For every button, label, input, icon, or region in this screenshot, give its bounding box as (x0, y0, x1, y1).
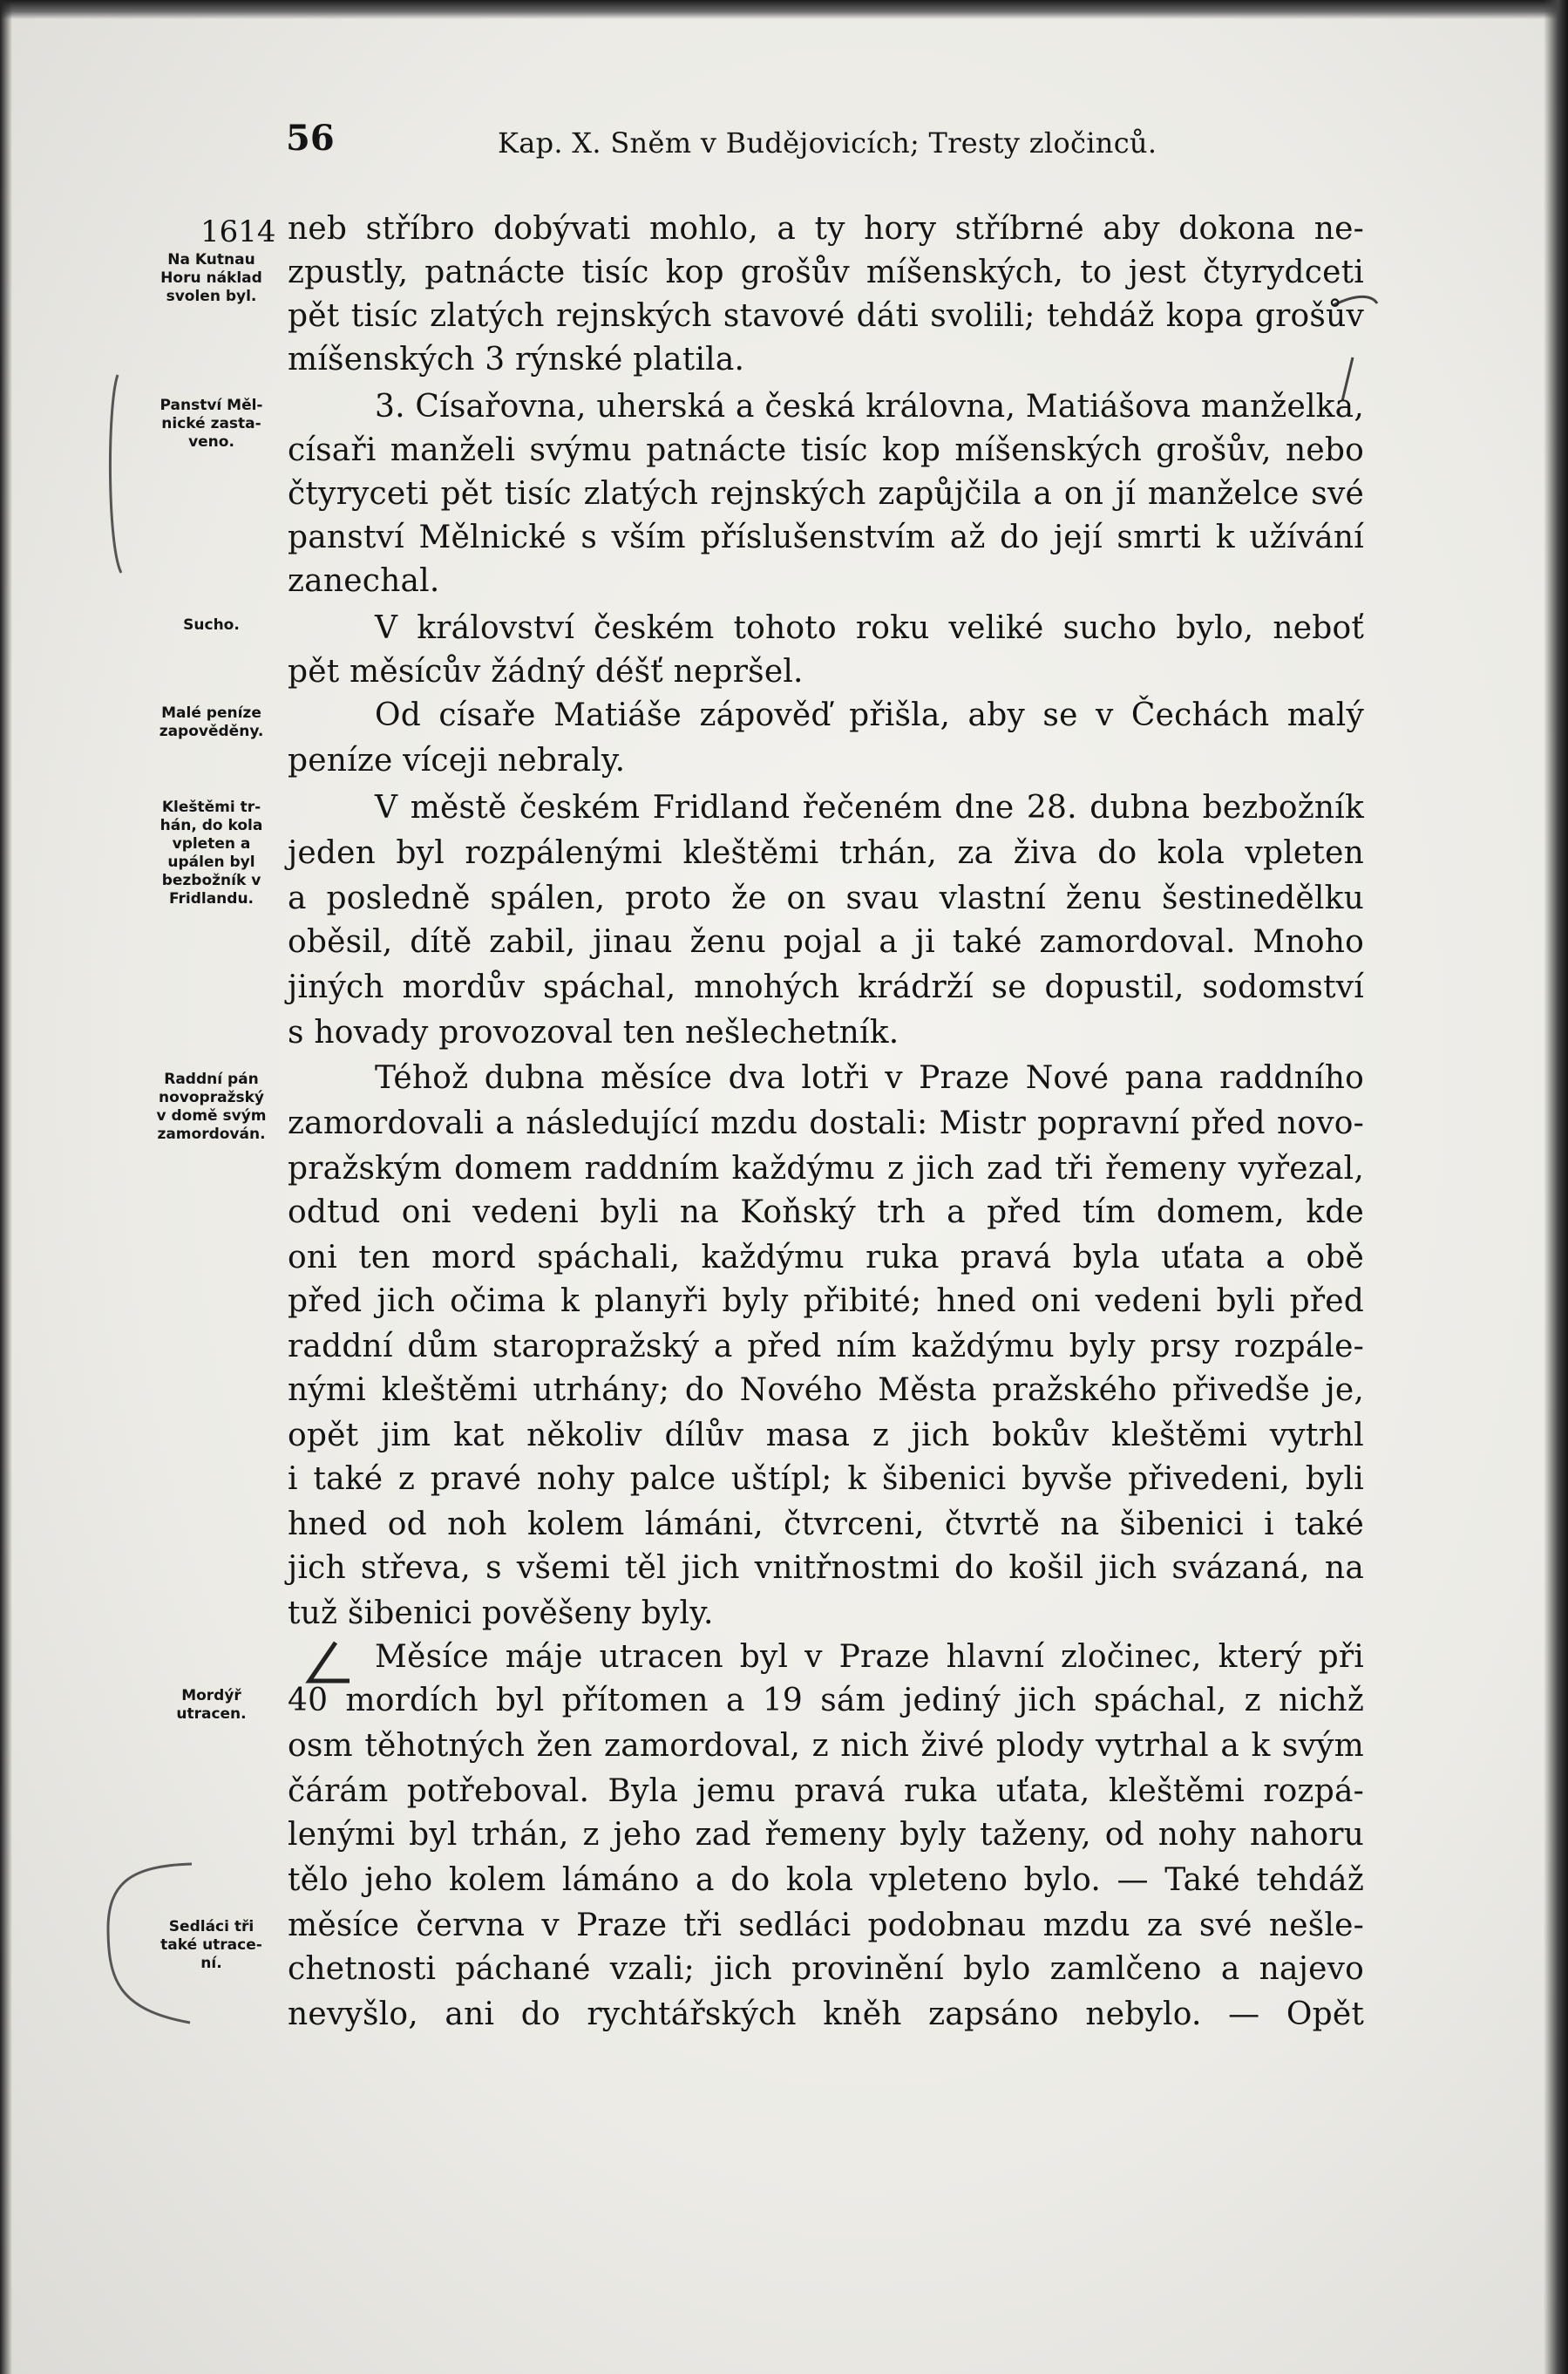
scan-edge-left (0, 0, 12, 2374)
text-line: V městě českém Fridland řečeném dne 28. dubna bezbožník (375, 790, 1364, 826)
running-title: Kap. X. Sněm v Budějovicích; Tresty zločinců. (498, 126, 1157, 160)
text-line: nými kleštěmi utrhány; do Nového Města pražského přivedše je, (288, 1372, 1364, 1408)
text-line: měsíce června v Praze tři sedláci podobnau mzdu za své nešle- (288, 1908, 1364, 1943)
text-line: odtud oni vedeni byli na Koňský trh a před tím domem, kde (288, 1194, 1364, 1230)
margin-note-mordyr (135, 1687, 288, 1724)
text-line: 3. Císařovna, uherská a česká královna, Matiášova manželka, (375, 389, 1364, 425)
text-line: čárám potřeboval. Byla jemu pravá ruka uťata, kleštěmi rozpá- (288, 1773, 1364, 1809)
text-line: jich střeva, s všemi těl jich vnitřnostmi do košil jich svázaná, na (288, 1550, 1364, 1586)
text-line: a posledně spálen, proto že on svau vlastní ženu šestinedělku (288, 881, 1364, 916)
pencil-bracket-icon (100, 371, 126, 580)
text-line: pět tisíc zlatých rejnských stavové dáti svolili; tehdáž kopa grošův (288, 298, 1364, 334)
text-line: jeden byl rozpálenými kleštěmi trhán, za živa do kola vpleten (288, 835, 1364, 871)
text-line: oběsil, dítě zabil, jinau ženu pojal a ji také zamordoval. Mnoho (288, 924, 1364, 960)
text-line: tuž šibenici pověšeny byly. (288, 1595, 714, 1631)
margin-note-line: také utrace- (160, 1936, 262, 1954)
margin-note-line: bezbožník v (161, 872, 261, 889)
text-line: oni ten mord spáchali, každýmu ruka pravá byla uťata a obě (288, 1240, 1364, 1275)
text-line: peníze víceji nebraly. (288, 743, 626, 779)
text-line: chetnosti páchané vzali; jich provinění bylo zamlčeno a najevo (288, 1951, 1364, 1987)
text-line: Od císaře Matiáše zápověď přišla, aby se v Čechách malý (375, 697, 1364, 733)
margin-note-penize (135, 704, 288, 741)
page-header (286, 118, 1367, 170)
margin-note-raddni-pan (135, 1071, 288, 1144)
text-line: osm těhotných žen zamordoval, z nich živé plody vytrhal a k svým (288, 1728, 1364, 1764)
margin-note-line: zamordován. (157, 1126, 266, 1143)
text-line: císaři manželi svýmu patnácte tisíc kop míšenských grošův, nebo (288, 432, 1364, 468)
margin-note-line: v domě svým (156, 1107, 267, 1125)
margin-note-fridland (135, 799, 288, 908)
text-line: hned od noh kolem lámáni, čtvrceni, čtvrtě na šibenici i také (288, 1507, 1364, 1542)
margin-note-sucho (135, 616, 288, 635)
margin-note-line: hán, do kola (160, 817, 263, 834)
text-line: míšenských 3 rýnské platila. (288, 342, 745, 378)
margin-note-kutna-hora (135, 251, 288, 306)
margin-note-line: Sucho. (183, 616, 240, 634)
margin-note-line: Kleštěmi tr- (161, 799, 261, 816)
text-line: neb stříbro dobývati mohlo, a ty hory stříbrné aby dokona ne- (288, 211, 1364, 247)
scan-edge-right (1544, 0, 1568, 2374)
margin-note-line: Mordýř (181, 1687, 241, 1704)
text-line: před jich očima k planyři byly přibité; hned oni vedeni byli před (288, 1283, 1364, 1319)
scan-edge-top (0, 0, 1568, 19)
text-line: zanechal. (288, 563, 440, 599)
text-line: tělo jeho kolem lámáno a do kola vpleteno bylo. — Také tehdáž (288, 1862, 1364, 1898)
text-line: Téhož dubna měsíce dva lotři v Praze Nové pana raddního (375, 1060, 1364, 1096)
pencil-bracket-icon (96, 1857, 200, 2031)
text-line: pražským domem raddním každýmu z jich zad tři řemeny vyřezal, (288, 1151, 1364, 1187)
margin-note-line: zapověděny. (159, 723, 264, 740)
page-number: 56 (286, 118, 335, 159)
margin-note-line: Raddní pán (164, 1071, 259, 1088)
text-line: raddní dům staropražský a před ním každýmu byly prsy rozpále- (288, 1329, 1364, 1364)
margin-year: 1614 (200, 214, 276, 249)
margin-note-line: Panství Měl- (160, 397, 263, 414)
text-line: zpustly, patnácte tisíc kop grošův míšenských, to jest čtyrydceti (288, 255, 1364, 290)
margin-note-line: Fridlandu. (168, 890, 255, 908)
text-line: zamordovali a následující mzdu dostali: Mistr popravní před novo- (288, 1105, 1364, 1141)
text-line: panství Mělnické s vším příslušenstvím až do její smrti k užívání (288, 520, 1364, 555)
margin-note-line: vpleten a (172, 835, 251, 853)
margin-note-line: veno. (188, 433, 234, 451)
text-line: 40 mordích byl přítomen a 19 sám jediný jich spáchal, z nichž (288, 1683, 1364, 1718)
text-line: s hovady provozoval ten nešlechetník. (288, 1015, 899, 1051)
margin-note-line: nické zasta- (161, 415, 261, 432)
margin-note-line: ní. (200, 1955, 222, 1972)
margin-note-line: svolen byl. (166, 288, 257, 305)
text-line: i také z pravé nohy palce uštípl; k šibenici byvše přivedeni, byli (288, 1461, 1364, 1497)
margin-note-line: novopražský (159, 1089, 264, 1106)
margin-note-melnik (135, 397, 288, 452)
text-line: V království českém tohoto roku veliké sucho bylo, neboť (375, 610, 1364, 646)
text-line: čtyryceti pět tisíc zlatých rejnských zapůjčila a on jí manželce své (288, 476, 1364, 512)
text-line: Měsíce máje utracen byl v Praze hlavní zločinec, který při (375, 1639, 1364, 1675)
text-line: lenými byl trhán, z jeho zad řemeny byly taženy, od nohy nahoru (288, 1817, 1364, 1853)
text-line: pět měsícův žádný déšť nepršel. (288, 654, 804, 690)
text-line: jiných mordův spáchal, mnohých krádrží se dopustil, sodomství (288, 969, 1364, 1005)
text-line: opět jim kat několiv dílův masa z jich bokův kleštěmi vytrhl (288, 1418, 1364, 1453)
text-line: nevyšlo, ani do rychtářských kněh zapsáno nebylo. — Opět (288, 1996, 1364, 2032)
margin-note-line: Na Kutnau (167, 251, 255, 269)
margin-note-line: utracen. (176, 1705, 247, 1723)
margin-note-line: upálen byl (167, 854, 255, 871)
margin-note-line: Sedláci tři (168, 1918, 255, 1935)
margin-note-line: Horu náklad (160, 269, 262, 287)
margin-note-line: Malé peníze (161, 704, 261, 722)
